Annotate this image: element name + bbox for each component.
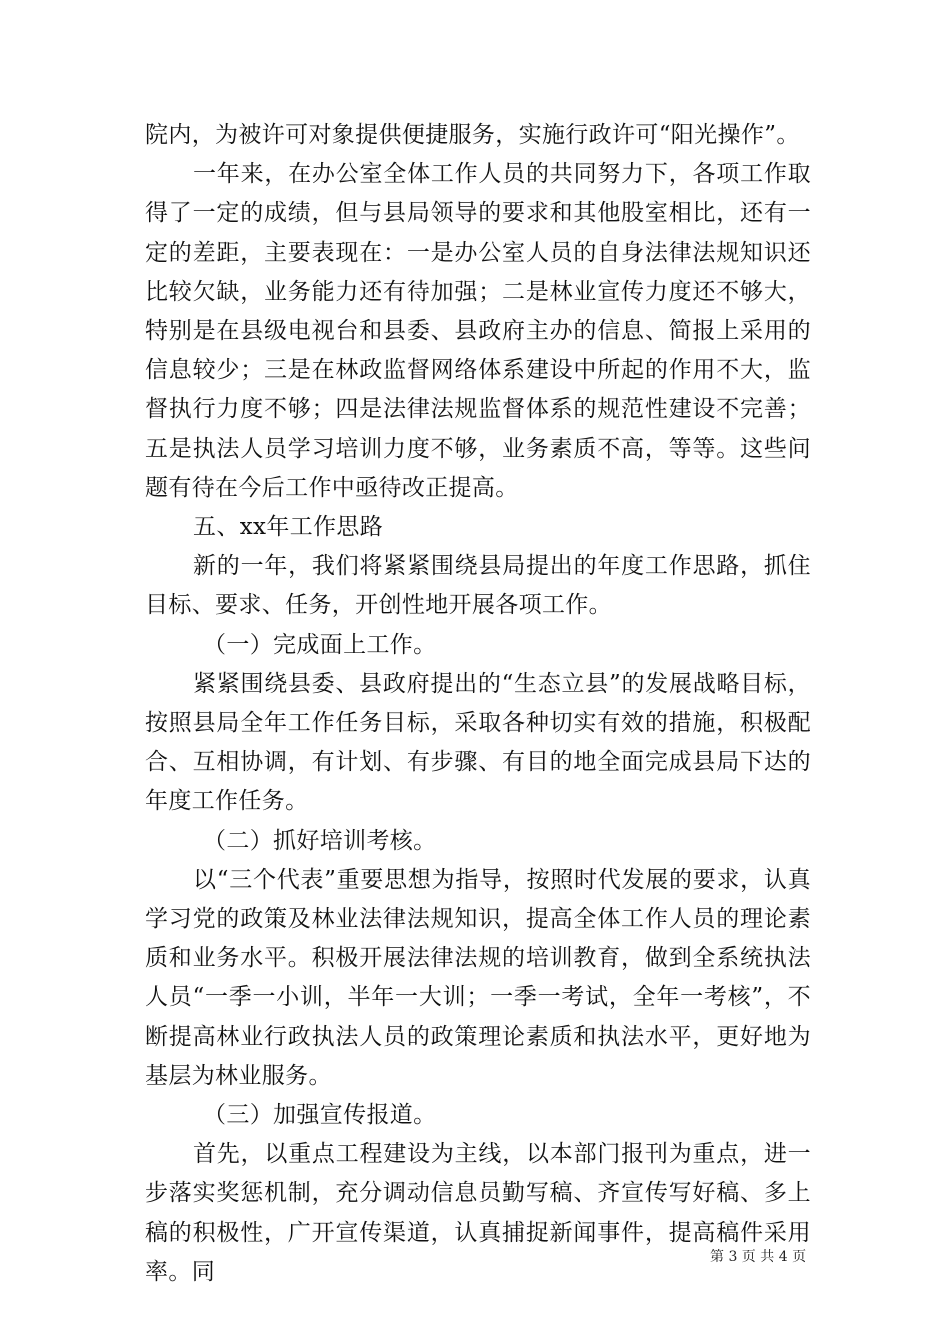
subheading-complete-work: （一）完成面上工作。 <box>203 631 437 658</box>
paragraph-publicity-details: 首先，以重点工程建设为主线，以本部门报刊为重点，进一步落实奖惩机制，充分调动信息员勤写稿、齐宣传写好稿、多上稿的积极性，广开宣传渠道，认真捕捉新闻事件，提高稿件采用率。同 <box>145 1141 811 1285</box>
paragraph-annual-review: 一年来，在办公室全体工作人员的共同努力下，各项工作取得了一定的成绩，但与县局领导的要求和其他股室相比，还有一定的差距，主要表现在：一是办公室人员的自身法律法规知识还比较欠缺，业务能力还有待加强；二是林业宣传力度还不够大，特别是在县级电视台和县委、县政府主办的信息、简报上采用的信息较少；三是在林政监督网络体系建设中所起的作用不大，监督执行力度不够；四是法律法规监督体系的规范性建设不完善；五是执法人员学习培训力度不够，业务素质不高，等等。这些问题有待在今后工作中亟待改正提高。 <box>145 161 811 501</box>
paragraph-strategy-goals: 紧紧围绕县委、县政府提出的“生态立县”的发展战略目标，按照县局全年工作任务目标，采取各种切实有效的措施，积极配合、互相协调，有计划、有步骤、有目的地全面完成县局下达的年度工作任务。 <box>145 670 811 815</box>
document-body <box>145 116 811 1292</box>
section-heading-work-plan: 五、xx年工作思路 <box>193 514 384 541</box>
paragraph-new-year-plan: 新的一年，我们将紧紧围绕县局提出的年度工作思路，抓住目标、要求、任务，开创性地开展各项工作。 <box>145 553 811 619</box>
paragraph-continuation: 院内，为被许可对象提供便捷服务，实施行政许可“阳光操作”。 <box>145 122 800 148</box>
subheading-publicity: （三）加强宣传报道。 <box>203 1102 437 1129</box>
page-number-footer: 第 3 页 共 4 页 <box>710 1249 807 1265</box>
subheading-training-assessment: （二）抓好培训考核。 <box>203 827 437 854</box>
paragraph-training-details: 以“三个代表”重要思想为指导，按照时代发展的要求，认真学习党的政策及林业法律法规知识，提高全体工作人员的理论素质和业务水平。积极开展法律法规的培训教育，做到全系统执法人员“一季一小训，半年一大训；一季一考试，全年一考核”，不断提高林业行政执法人员的政策理论素质和执法水平，更好地为基层为林业服务。 <box>145 866 811 1089</box>
